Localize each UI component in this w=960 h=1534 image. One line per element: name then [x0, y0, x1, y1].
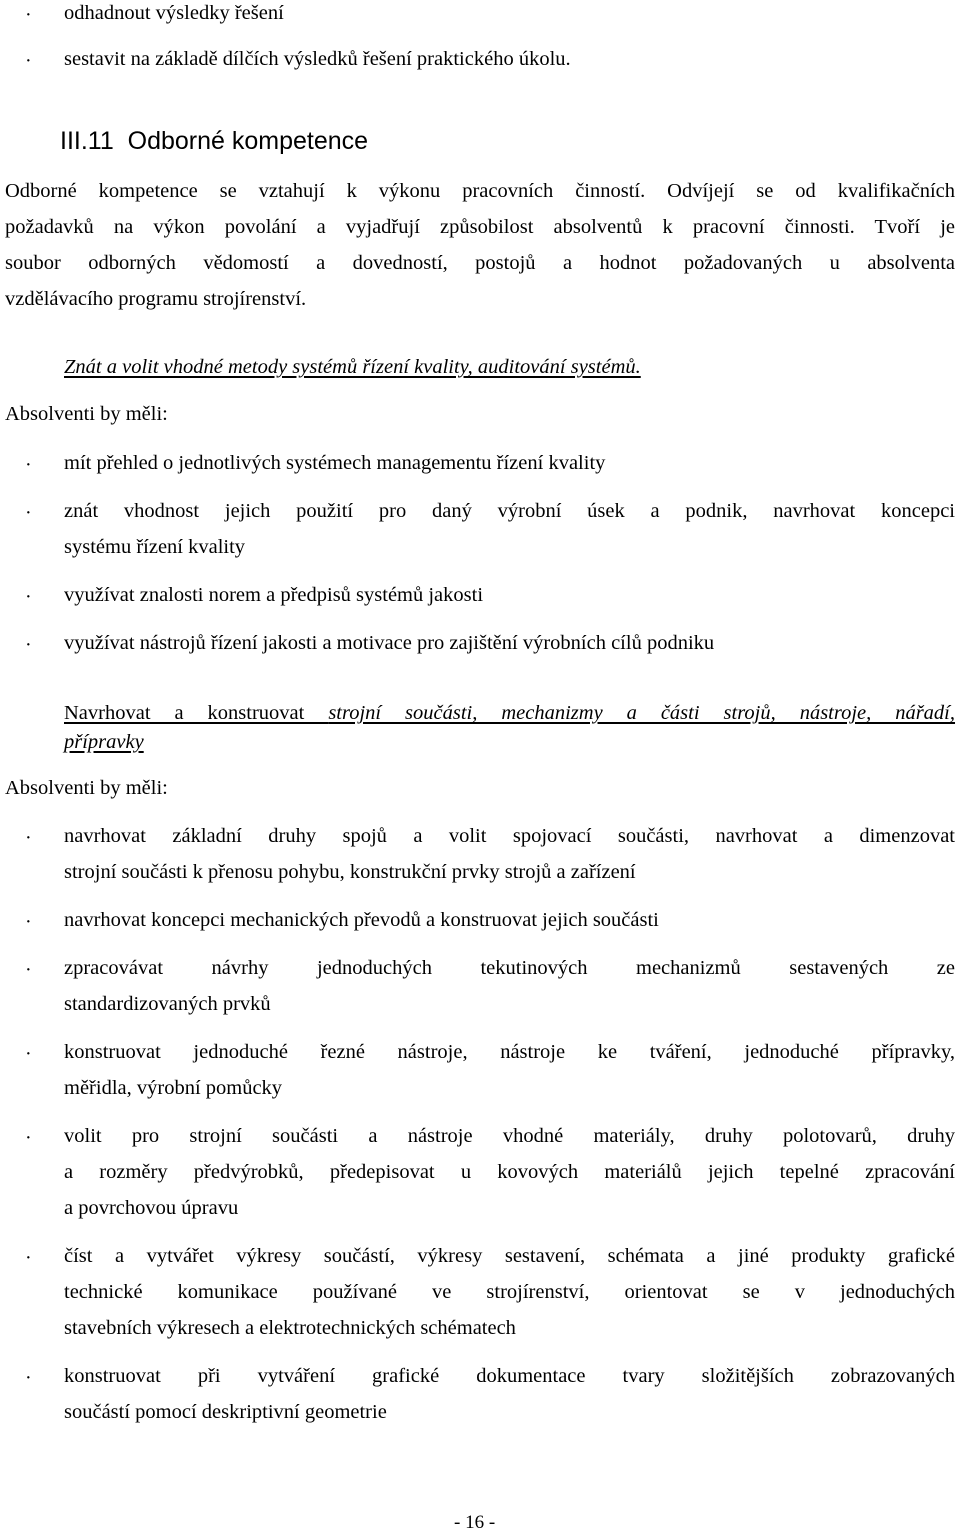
list-item: sestavit na základě dílčích výsledků řešení praktického úkolu. [64, 48, 571, 70]
bullet-marker: · [25, 827, 32, 849]
intro-line: soubor odborných vědomostí a dovedností, postojů a hodnot požadovaných u absolventa [5, 252, 955, 274]
bullet-marker: · [25, 1367, 32, 1389]
bullet-marker: · [25, 454, 32, 476]
bullet-marker: · [25, 634, 32, 656]
list-item: odhadnout výsledky řešení [64, 2, 284, 24]
intro-line: vzdělávacího programu strojírenství. [5, 288, 307, 310]
list-item: konstruovat jednoduché řezné nástroje, nástroje ke tváření, jednoduché přípravky, [64, 1041, 955, 1063]
bullet-marker: · [25, 1043, 32, 1065]
competence-lead: Absolventi by měli: [5, 403, 168, 425]
list-item: využívat znalosti norem a předpisů systémů jakosti [64, 584, 484, 606]
list-item: navrhovat základní druhy spojů a volit spojovací součásti, navrhovat a dimenzovat [64, 825, 955, 847]
list-item: číst a vytvářet výkresy součástí, výkresy sestavení, schémata a jiné produkty grafické [64, 1245, 955, 1267]
competence-title-cont: přípravky [64, 731, 144, 753]
list-item: navrhovat koncepci mechanických převodů a konstruovat jejich součásti [64, 909, 659, 931]
list-item-cont: stavebních výkresech a elektrotechnických schématech [64, 1317, 516, 1339]
bullet-marker: · [25, 959, 32, 981]
list-item-cont: standardizovaných prvků [64, 993, 271, 1015]
bullet-marker: · [25, 50, 32, 72]
bullet-marker: · [25, 911, 32, 933]
competence-lead: Absolventi by měli: [5, 777, 168, 799]
list-item: mít přehled o jednotlivých systémech managementu řízení kvality [64, 452, 606, 474]
list-item-cont: systému řízení kvality [64, 536, 246, 558]
list-item: využívat nástrojů řízení jakosti a motivace pro zajištění výrobních cílů podniku [64, 632, 715, 654]
list-item-cont: měřidla, výrobní pomůcky [64, 1077, 283, 1099]
list-item-cont: součástí pomocí deskriptivní geometrie [64, 1401, 387, 1423]
section-heading: III.11 Odborné kompetence [60, 127, 369, 155]
list-item-cont: technické komunikace používané ve strojírenství, orientovat se v jednoduchých [64, 1281, 955, 1303]
page-number: - 16 - [454, 1512, 496, 1533]
list-item: volit pro strojní součásti a nástroje vhodné materiály, druhy polotovarů, druhy [64, 1125, 955, 1147]
list-item-cont: strojní součásti k přenosu pohybu, konstrukční prvky strojů a zařízení [64, 861, 636, 883]
intro-line: požadavků na výkon povolání a vyjadřují způsobilost absolventů k pracovní činnosti. Tvoří je [5, 216, 955, 238]
list-item: zpracovávat návrhy jednoduchých tekutinových mechanizmů sestavených ze [64, 957, 955, 979]
competence-title: Znát a volit vhodné metody systémů řízení kvality, auditování systémů. [64, 356, 641, 378]
list-item-cont: a povrchovou úpravu [64, 1197, 239, 1219]
bullet-marker: · [25, 4, 32, 26]
list-item: znát vhodnost jejich použití pro daný výrobní úsek a podnik, navrhovat koncepci [64, 500, 955, 522]
bullet-marker: · [25, 502, 32, 524]
competence-title-plain: Navrhovat a konstruovat [64, 702, 329, 724]
bullet-marker: · [25, 1247, 32, 1269]
bullet-marker: · [25, 1127, 32, 1149]
bullet-marker: · [25, 586, 32, 608]
intro-line: Odborné kompetence se vztahují k výkonu pracovních činností. Odvíjejí se od kvalifikačních [5, 180, 955, 202]
competence-title [64, 702, 955, 725]
list-item-cont: a rozměry předvýrobků, předepisovat u kovových materiálů jejich tepelné zpracování [64, 1161, 955, 1183]
competence-title-italic: strojní součásti, mechanizmy a části strojů, nástroje, nářadí, [328, 702, 956, 724]
list-item: konstruovat při vytváření grafické dokumentace tvary složitějších zobrazovaných [64, 1365, 955, 1387]
